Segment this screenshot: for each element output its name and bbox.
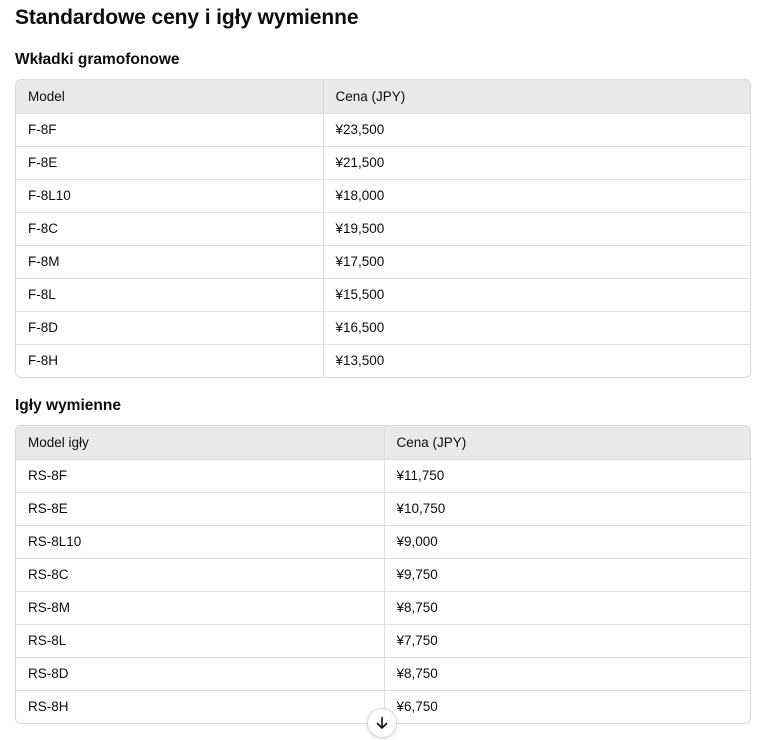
price-cell: ¥21,500: [323, 146, 750, 179]
price-cell: ¥19,500: [323, 212, 750, 245]
model-cell: F-8D: [16, 311, 323, 344]
section-heading-cartridges: Wkładki gramofonowe: [15, 51, 180, 68]
model-cell: RS-8M: [16, 591, 384, 624]
price-cell: ¥6,750: [384, 690, 750, 723]
model-cell: F-8F: [16, 113, 323, 146]
price-cell: ¥17,500: [323, 245, 750, 278]
model-cell: F-8H: [16, 344, 323, 377]
price-cell: ¥16,500: [323, 311, 750, 344]
price-cell: ¥18,000: [323, 179, 750, 212]
price-cell: ¥8,750: [384, 591, 750, 624]
model-cell: F-8L: [16, 278, 323, 311]
price-cell: ¥7,750: [384, 624, 750, 657]
cartridges-table: [16, 80, 750, 377]
table-row: [16, 245, 750, 278]
table-row: [16, 179, 750, 212]
table-row: [16, 657, 750, 690]
price-cell: ¥9,000: [384, 525, 750, 558]
model-cell: F-8E: [16, 146, 323, 179]
cartridges-table-container: [15, 79, 751, 378]
table-header-row: [16, 426, 750, 459]
model-cell: F-8M: [16, 245, 323, 278]
table-row: [16, 311, 750, 344]
model-cell: RS-8C: [16, 558, 384, 591]
table-row: [16, 113, 750, 146]
price-cell: ¥9,750: [384, 558, 750, 591]
table-row: [16, 344, 750, 377]
price-cell: ¥13,500: [323, 344, 750, 377]
styli-table: [16, 426, 750, 723]
table-row: [16, 459, 750, 492]
table-row: [16, 591, 750, 624]
model-cell: RS-8L: [16, 624, 384, 657]
price-cell: ¥15,500: [323, 278, 750, 311]
model-cell: RS-8F: [16, 459, 384, 492]
scroll-down-button[interactable]: [367, 708, 397, 738]
table-row: [16, 492, 750, 525]
table-row: [16, 212, 750, 245]
table-row: [16, 278, 750, 311]
price-cell: ¥8,750: [384, 657, 750, 690]
price-cell: ¥11,750: [384, 459, 750, 492]
table-header-row: [16, 80, 750, 113]
styli-table-container: [15, 425, 751, 724]
section-heading-styli: Igły wymienne: [15, 397, 121, 414]
table-row: [16, 558, 750, 591]
price-cell: ¥10,750: [384, 492, 750, 525]
model-cell: RS-8D: [16, 657, 384, 690]
cartridges-table-body: [16, 113, 750, 377]
column-header-price: Cena (JPY): [384, 426, 750, 459]
column-header-price: Cena (JPY): [323, 80, 750, 113]
price-cell: ¥23,500: [323, 113, 750, 146]
styli-table-body: [16, 459, 750, 723]
column-header-model: Model: [16, 80, 323, 113]
model-cell: F-8L10: [16, 179, 323, 212]
table-row: [16, 624, 750, 657]
table-row: [16, 525, 750, 558]
model-cell: F-8C: [16, 212, 323, 245]
column-header-stylus-model: Model igły: [16, 426, 384, 459]
model-cell: RS-8H: [16, 690, 384, 723]
model-cell: RS-8E: [16, 492, 384, 525]
table-row: [16, 146, 750, 179]
model-cell: RS-8L10: [16, 525, 384, 558]
arrow-down-icon: [374, 715, 390, 731]
page-title: Standardowe ceny i igły wymienne: [15, 6, 359, 29]
